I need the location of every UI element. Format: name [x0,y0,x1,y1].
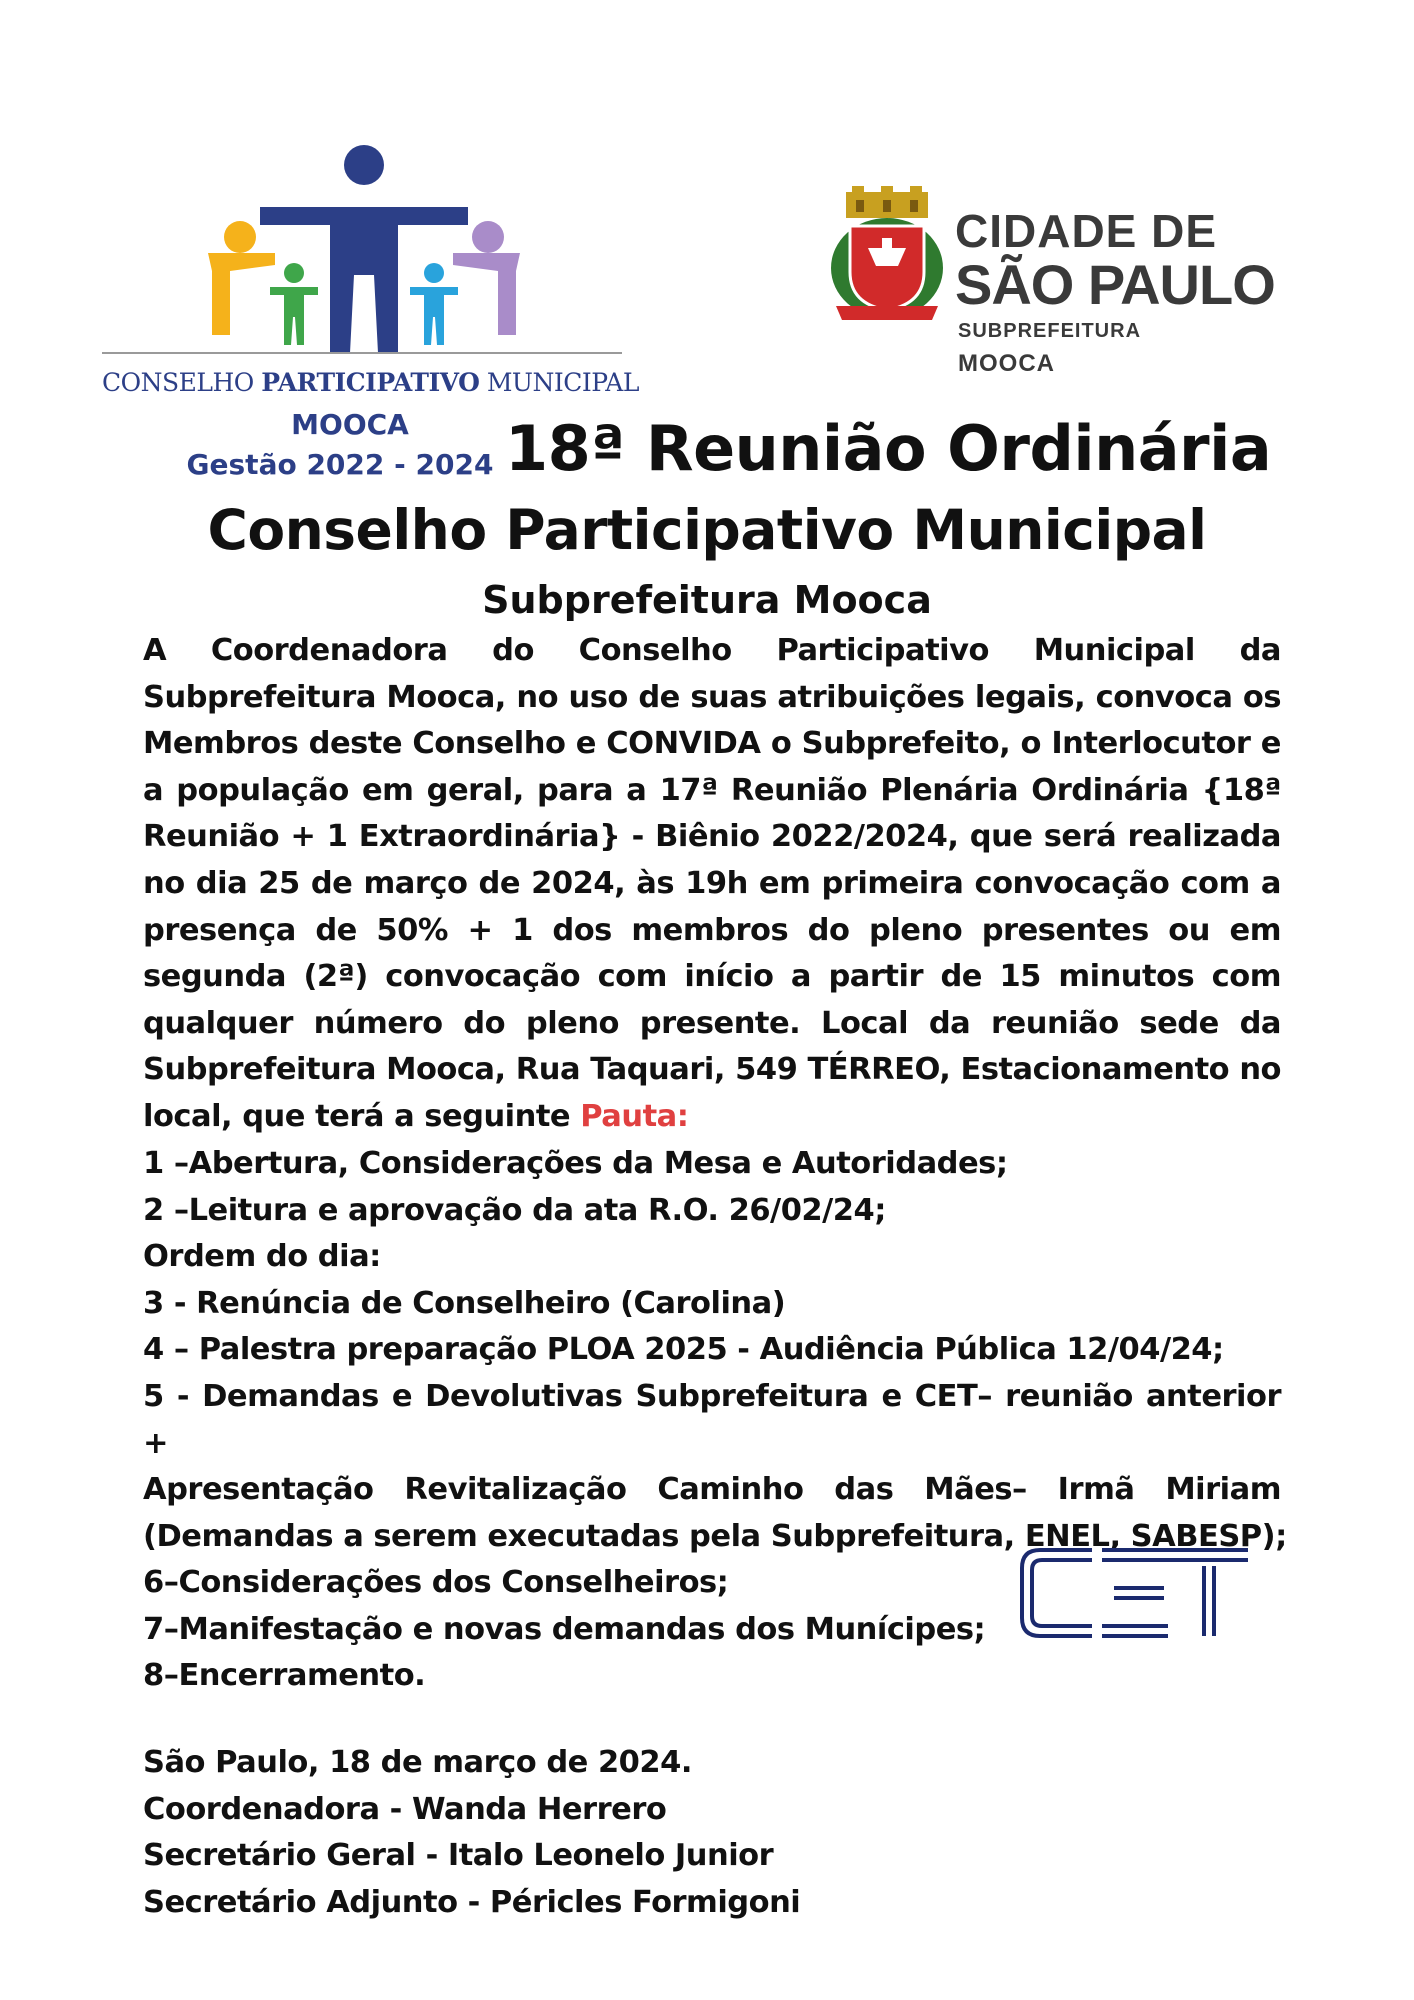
cet-logo-icon [1018,1546,1252,1642]
agenda-item-4: 4 – Palestra preparação PLOA 2025 - Audiência Pública 12/04/24; [143,1332,1224,1368]
agenda-item-7: 7–Manifestação e novas demandas dos Munícipes; [143,1611,986,1647]
agenda-item-5-line3: (Demandas a serem executadas pela Subprefeitura, ENEL, SABESP); [143,1518,1287,1554]
agenda-list [143,1141,1287,1560]
council-logo-term: Gestão 2022 - 2024 [186,448,494,481]
pauta-label: Pauta: [580,1098,689,1134]
signature-block [143,1740,1281,1926]
agenda-item-5-line2: Apresentação Revitalização Caminho das Mães– Irmã Miriam [143,1472,1281,1508]
convocation-text: A Coordenadora do Conselho Participativo Municipal da Subprefeitura Mooca, no uso de suas atribuições legais, convoca os Membros deste Conselho e CONVIDA o Subprefeito, o Interlocutor e a população em geral, para a 17ª Reunião Plenária Ordinária {18ª Reunião + 1 Extraordinária} - Biênio 2022/2024, que será realizada no dia 25 de março de 2024, às 19h em primeira convocação com a presença de 50% + 1 dos membros do pleno presentes ou em segunda (2ª) convocação com início a partir de 15 minutos com qualquer número do pleno presente. Local da reunião sede da Subprefeitura Mooca, Rua Taquari, 549 TÉRREO, Estacionamento no local, que terá a seguinte [143,633,1281,1134]
page-subtitle-secondary: Subprefeitura Mooca [482,578,932,622]
agenda-item-5-line1: 5 - Demandas e Devolutivas Subprefeitura e CET– reunião anterior + [143,1378,1281,1461]
sao-paulo-logo-line1: CIDADE DE [955,205,1218,257]
agenda-item-2: 2 –Leitura e aprovação da ata R.O. 26/02/24; [143,1192,886,1228]
signature-coordinator: Coordenadora - Wanda Herrero [143,1791,667,1827]
sao-paulo-logo-line3: SUBPREFEITURA [958,320,1142,342]
logo-divider [102,352,622,354]
convocation-paragraph [143,628,1281,1141]
agenda-list-end [143,1560,986,1700]
page-subtitle: Conselho Participativo Municipal [207,498,1207,562]
signature-date: São Paulo, 18 de março de 2024. [143,1745,692,1780]
signature-deputy-secretary: Secretário Adjunto - Péricles Formigoni [143,1884,801,1920]
sao-paulo-logo-line4: MOOCA [958,350,1055,377]
agenda-item-6: 6–Considerações dos Conselheiros; [143,1565,729,1600]
page-title: 18ª Reunião Ordinária [505,412,1272,485]
council-logo-district: MOOCA [291,408,409,441]
agenda-order-label: Ordem do dia: [143,1239,381,1275]
council-people-icon [200,145,530,355]
agenda-item-1: 1 –Abertura, Considerações da Mesa e Autoridades; [143,1146,1008,1181]
signature-general-secretary: Secretário Geral - Italo Leonelo Junior [143,1838,774,1874]
sao-paulo-logo-line2: SÃO PAULO [955,253,1275,316]
council-logo-name: CONSELHO PARTICIPATIVO MUNICIPAL [102,368,639,397]
sao-paulo-coat-of-arms-icon [828,186,946,326]
agenda-item-8: 8–Encerramento. [143,1658,426,1694]
agenda-item-3: 3 - Renúncia de Conselheiro (Carolina) [143,1285,786,1321]
